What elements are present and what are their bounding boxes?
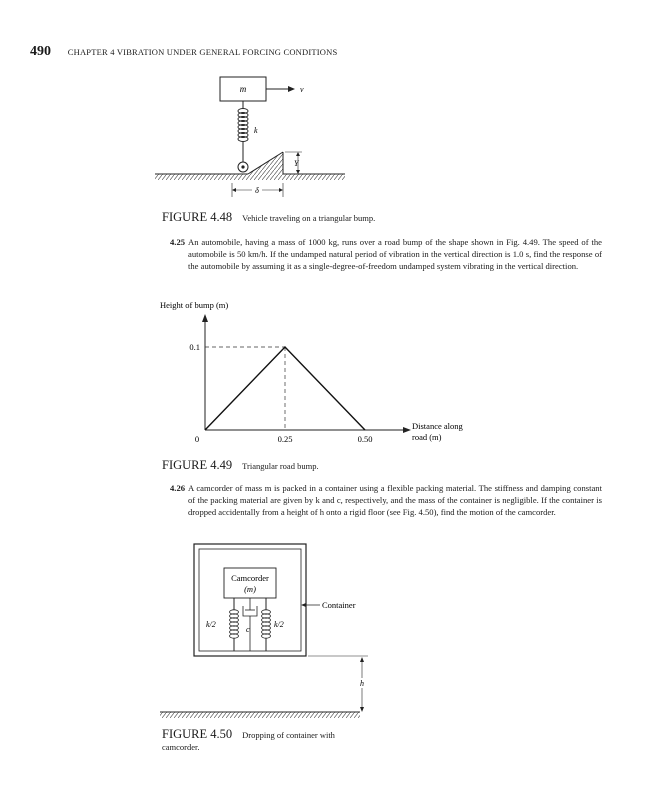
spring <box>238 109 248 142</box>
bump-height-label: Y <box>294 159 299 168</box>
problem-text: An automobile, having a mass of 1000 kg, runs over a road bump of the shape shown in Fig. 4.49. The speed of the automobile is 50 km/h. If the undamped natural period of vibration in the vertical direction is 1.0 s, find the response of the automobile by assuming it as a single-degree-of-freedom undamped system vibrating in the vertical direction. <box>188 237 602 271</box>
problem-text: A camcorder of mass m is packed in a container using a flexible packing material. The stiffness and damping constant of the packing material are given by k and c, respectively, and the mass of the container is negligible. If the container is dropped accidentally from a height of h onto a rigid floor (see Fig. 4.50), find the motion of the camcorder. <box>188 483 602 517</box>
camcorder-label: Camcorder <box>231 573 269 583</box>
right-spring-label: k/2 <box>274 620 284 629</box>
spring-label: k <box>254 126 258 135</box>
chart-ylabel: Height of bump (m) <box>160 300 229 310</box>
mass-label: m <box>239 84 247 94</box>
x-axis-arrow <box>403 427 411 433</box>
figure-4-50-caption-line2: camcorder. <box>162 742 200 752</box>
ground-hatch <box>155 174 345 180</box>
figure-4-50 <box>150 538 380 723</box>
figure-4-48-caption <box>162 210 375 225</box>
camcorder-mass-label: (m) <box>244 584 256 594</box>
figure-4-48 <box>150 70 350 200</box>
problem-4-25 <box>170 236 602 272</box>
caption-number: FIGURE 4.48 <box>162 210 233 224</box>
x-tick-0: 0 <box>194 434 200 444</box>
x-tick-0-25: 0.25 <box>277 434 293 444</box>
caption-number: FIGURE 4.49 <box>162 458 233 472</box>
caption-text: Dropping of container with <box>242 730 335 740</box>
figure-4-49-caption <box>162 458 319 473</box>
velocity-arrow <box>288 86 295 92</box>
problem-number: 4.25 <box>170 237 186 247</box>
page-number: 490 <box>30 44 51 59</box>
chapter-title: CHAPTER 4 VIBRATION UNDER GENERAL FORCING CONDITIONS <box>67 47 338 57</box>
floor-hatch <box>160 712 360 718</box>
x-tick-0-50: 0.50 <box>357 434 373 444</box>
velocity-label: v <box>300 85 304 94</box>
container-label: Container <box>322 600 356 610</box>
chart-xlabel-line2: road (m) <box>412 432 442 442</box>
y-tick-0-1: 0.1 <box>189 342 200 352</box>
problem-number: 4.26 <box>170 483 186 493</box>
problem-4-26 <box>170 482 602 518</box>
page-header <box>30 44 337 60</box>
caption-number: FIGURE 4.50 <box>162 727 233 741</box>
bump-length-label: δ <box>255 186 259 195</box>
damper-label: c <box>246 625 250 634</box>
caption-text: Vehicle traveling on a triangular bump. <box>242 213 376 223</box>
figure-4-49-chart <box>150 300 490 450</box>
y-axis-arrow <box>202 314 208 322</box>
caption-text: Triangular road bump. <box>242 461 319 471</box>
chart-xlabel-line1: Distance along <box>412 421 463 431</box>
figure-4-50-caption <box>162 727 335 742</box>
left-spring-label: k/2 <box>206 620 216 629</box>
drop-height-label: h <box>360 679 364 688</box>
